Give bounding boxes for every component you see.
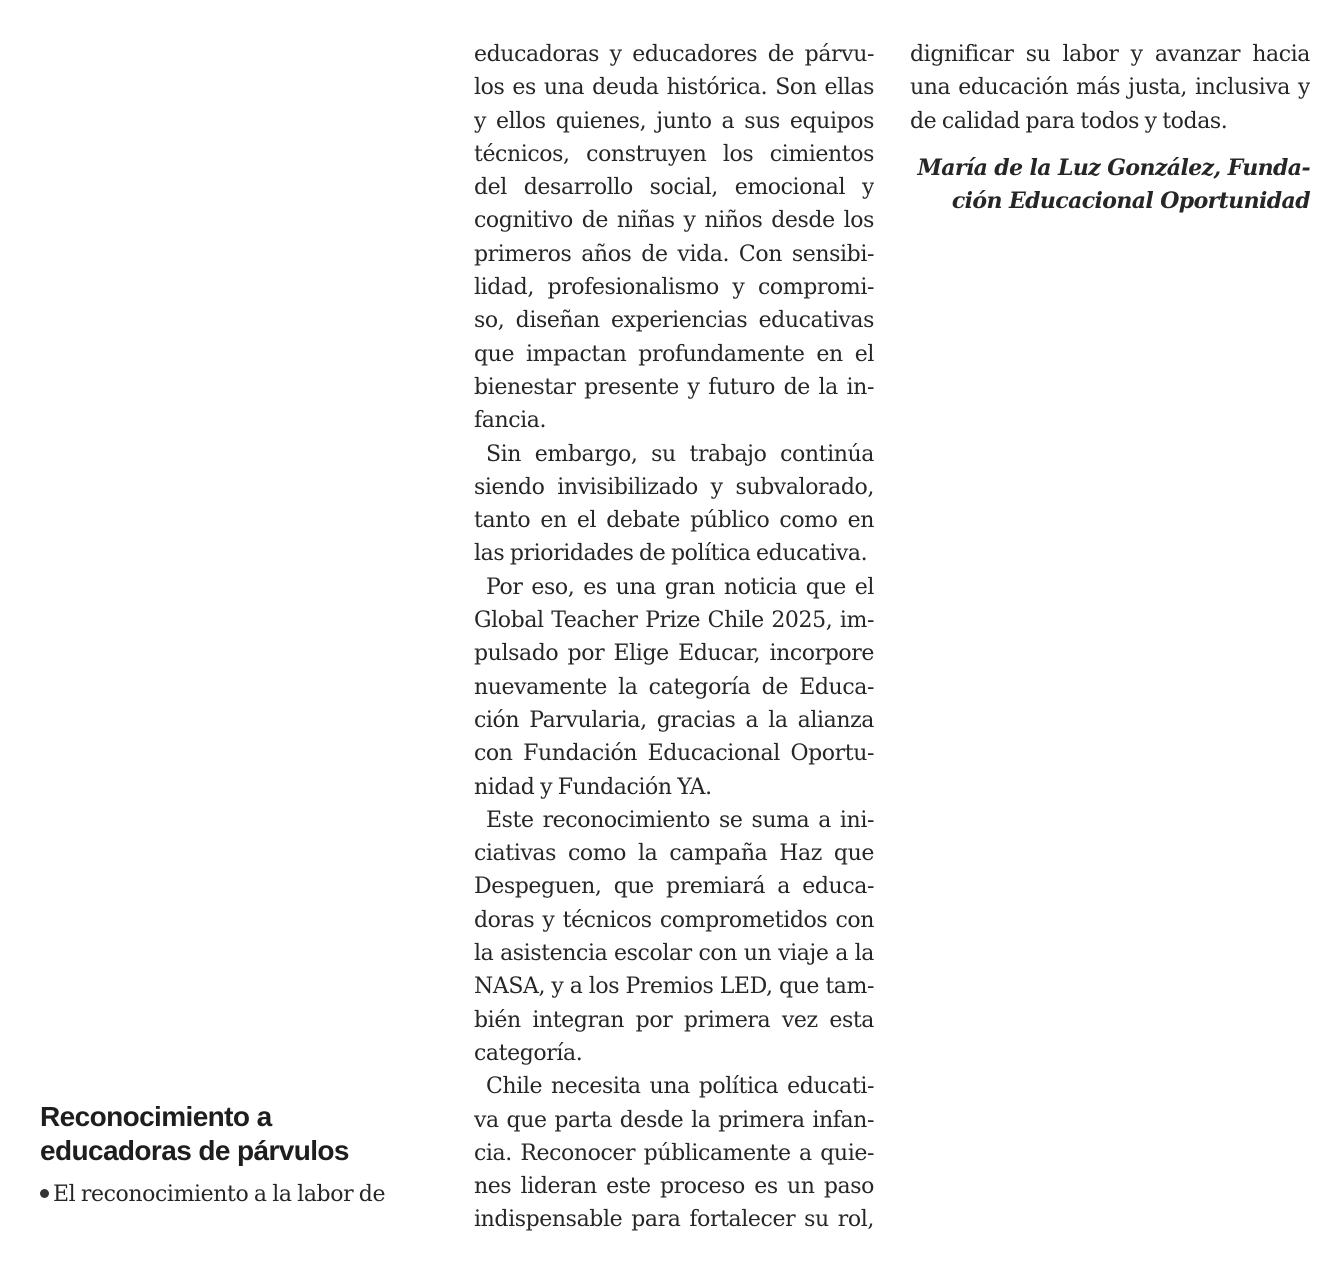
text-line: ciativas como la campaña Haz que <box>474 841 874 867</box>
text-line: Despeguen, que premiará a educa- <box>474 874 874 900</box>
text-line: so, diseñan experiencias educativas <box>474 308 874 334</box>
text-line <box>40 1178 440 1211</box>
text-line: siendo invisibilizado y subvalorado, <box>474 474 874 500</box>
paragraph-5 <box>474 1070 874 1236</box>
paragraph-closing <box>910 38 1310 138</box>
column-1 <box>40 1100 440 1211</box>
text-line: Chile necesita una política educati- <box>486 1074 874 1100</box>
headline-line: educadoras de párvulos <box>40 1135 349 1166</box>
text-line: y ellos quienes, junto a sus equipos <box>474 108 874 134</box>
text-line: primeros años de vida. Con sensibi- <box>474 241 874 267</box>
text-line: que impactan profundamente en el <box>474 341 874 367</box>
text-line: los es una deuda histórica. Son ellas <box>474 75 874 101</box>
text-line: nes lideran este proceso es un paso <box>474 1174 874 1200</box>
lead-text: El reconocimiento a la labor de <box>53 1182 386 1207</box>
column-3 <box>910 38 1310 218</box>
paragraph-3 <box>474 571 874 804</box>
text-line: educadoras y educadores de párvu- <box>474 42 874 67</box>
text-line: cia. Reconocer públicamente a quie- <box>474 1140 874 1166</box>
text-line: una educación más justa, inclusiva y <box>910 75 1310 101</box>
text-line: las prioridades de política educativa. <box>474 541 868 567</box>
text-line: NASA, y a los Premios LED, que tam- <box>474 974 874 1000</box>
column-2 <box>474 38 874 1237</box>
text-line: Por eso, es una gran noticia que el <box>486 574 874 600</box>
text-line: nuevamente la categoría de Educa- <box>474 674 874 700</box>
paragraph-2 <box>474 438 874 571</box>
signature-line: María de la Luz González, Funda- <box>917 154 1310 181</box>
text-line: categoría. <box>474 1040 583 1066</box>
paragraph-lead <box>40 1178 440 1211</box>
text-line: Global Teacher Prize Chile 2025, im- <box>474 608 874 634</box>
text-line: del desarrollo social, emocional y <box>474 175 874 201</box>
text-line: doras y técnicos comprometidos con <box>474 907 874 933</box>
signature-line: ción Educacional Oportunidad <box>951 188 1310 215</box>
text-line: fancia. <box>474 408 547 434</box>
text-line: bién integran por primera vez esta <box>474 1007 874 1033</box>
text-line: ción Parvularia, gracias a la alianza <box>474 707 874 733</box>
text-line: va que parta desde la primera infan- <box>474 1107 874 1133</box>
article-headline <box>40 1100 440 1168</box>
text-line: tanto en el debate público como en <box>474 508 874 534</box>
text-line: Este reconocimiento se suma a ini- <box>486 807 874 833</box>
text-line: dignificar su labor y avanzar hacia <box>910 42 1310 67</box>
paragraph-4 <box>474 804 874 1070</box>
text-line: Sin embargo, su trabajo continúa <box>486 441 874 467</box>
author-signature <box>910 152 1310 219</box>
text-line: lidad, profesionalismo y compromi- <box>474 275 874 301</box>
text-line: la asistencia escolar con un viaje a la <box>474 941 874 967</box>
headline-line: Reconocimiento a <box>40 1101 272 1132</box>
bullet-icon <box>40 1189 49 1198</box>
paragraph-1 <box>474 38 874 438</box>
text-line: bienestar presente y futuro de la in- <box>474 374 874 400</box>
text-line: técnicos, construyen los cimientos <box>474 141 874 167</box>
text-line: pulsado por Elige Educar, incorpore <box>474 641 874 667</box>
text-line: cognitivo de niñas y niños desde los <box>474 208 874 234</box>
text-line: nidad y Fundación YA. <box>474 774 712 800</box>
text-line: de calidad para todos y todas. <box>910 108 1228 134</box>
text-line: con Fundación Educacional Oportu- <box>474 741 874 767</box>
text-line: indispensable para fortalecer su rol, <box>474 1207 874 1233</box>
